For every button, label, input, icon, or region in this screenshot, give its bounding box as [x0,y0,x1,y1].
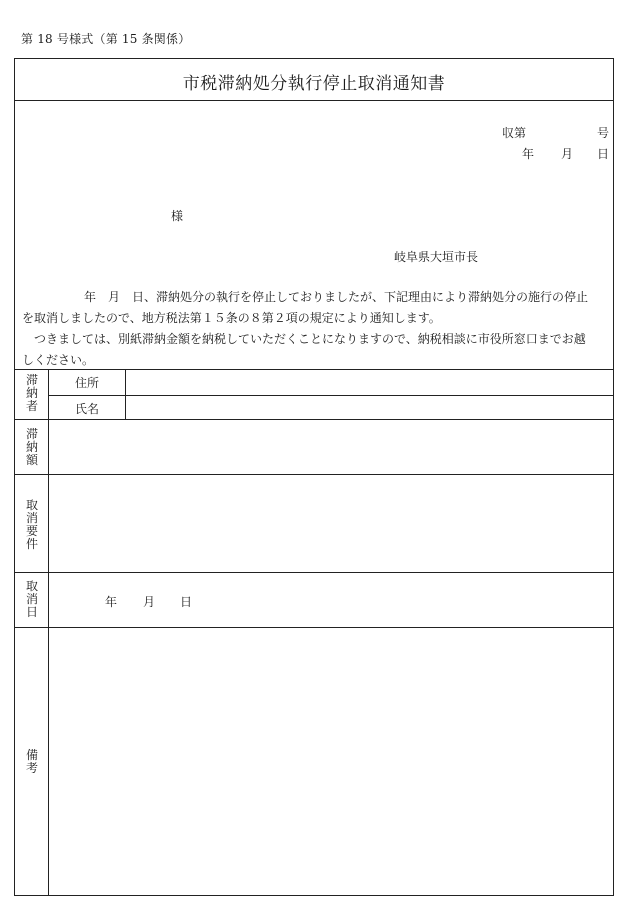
amount-label: 滞納額 [25,427,38,467]
date-year: 年 [522,147,535,161]
delinquent-label: 滞納者 [25,373,38,413]
address-name-divider [48,395,613,396]
address-label: 住所 [75,376,100,390]
sub-label-column-line [125,369,126,419]
body-line-1: 年 月 日、滞納処分の執行を停止しておりましたが、下記理由により滞納処分の施行の停止 [84,290,589,304]
date-month: 月 [561,147,574,161]
label-column-line [48,369,49,895]
title-divider [15,100,613,101]
reason-row-bottom [15,572,613,573]
doc-number-suffix: 号 [597,126,610,140]
cancel-date-year: 年 [105,595,118,609]
remarks-label: 備考 [25,748,38,775]
amount-row-bottom [15,474,613,475]
body-line-2: を取消しましたので、地方税法第１５条の８第２項の規定により通知します。 [22,311,441,325]
issuer: 岐阜県大垣市長 [394,250,479,264]
name-label: 氏名 [75,402,100,416]
cancel-reason-label: 取消要件 [25,498,38,551]
cancel-date-label: 取消日 [25,579,38,619]
body-line-4: しください。 [22,353,95,367]
table-top-line [15,369,613,370]
body-line-3: つきましては、別紙滞納金額を納税していただくことになりますので、納税相談に市役所窓口までお越 [34,332,586,346]
page-title: 市税滞納処分執行停止取消通知書 [182,74,446,94]
form-frame [14,58,614,896]
cancel-date-day: 日 [180,595,193,609]
form-id: 第 18 号様式（第 15 条関係） [21,32,191,46]
addressee-suffix: 様 [171,209,184,223]
cancel-date-row-bottom [15,627,613,628]
delinquent-row-bottom [15,419,613,420]
cancel-date-month: 月 [143,595,156,609]
doc-number-prefix: 収第 [502,126,527,140]
date-day: 日 [597,147,610,161]
